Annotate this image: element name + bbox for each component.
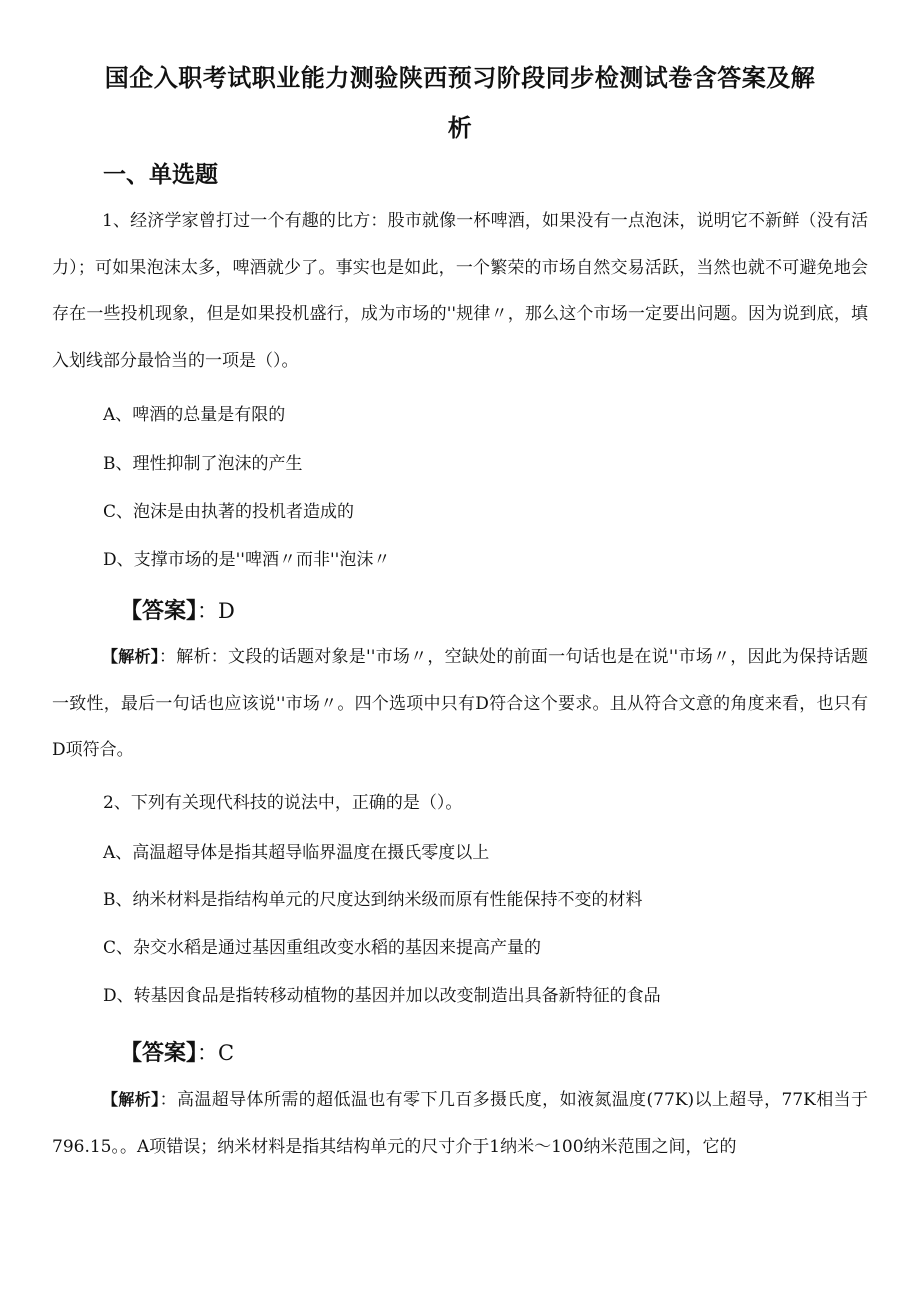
- answer-value: ：C: [197, 1041, 235, 1065]
- answer-value: ：D: [197, 599, 235, 623]
- question-2-option-d: D、转基因食品是指转移动植物的基因并加以改变制造出具备新特征的食品: [103, 986, 661, 1006]
- question-2-option-b: B、纳米材料是指结构单元的尺度达到纳米级而原有性能保持不变的材料: [103, 890, 643, 910]
- question-1-option-c: C、泡沫是由执著的投机者造成的: [103, 502, 355, 522]
- answer-label: 【答案】: [120, 599, 198, 624]
- question-1-explanation: [52, 634, 868, 774]
- question-2-option-c: C、杂交水稻是通过基因重组改变水稻的基因来提高产量的: [103, 938, 542, 958]
- question-2-option-a: A、高温超导体是指其超导临界温度在摄氏零度以上: [103, 843, 490, 863]
- document-title-continued: 析: [447, 114, 473, 142]
- answer-label: 【答案】: [120, 1041, 198, 1066]
- question-1-stem: 1、经济学家曾打过一个有趣的比方：股市就像一杯啤酒，如果没有一点泡沫，说明它不新鲜（没有活力）；可如果泡沫太多，啤酒就少了。事实也是如此，一个繁荣的市场自然交易活跃，当然也就不可避免地会存在一些投机现象，但是如果投机盛行，成为市场的''规律〃，那么这个市场一定要出问题。因为说到底，填入划线部分最恰当的一项是（）。: [52, 211, 868, 371]
- explanation-text: ：解析：文段的话题对象是''市场〃，空缺处的前面一句话也是在说''市场〃，因此为保持话题一致性，最后一句话也应该说''市场〃。四个选项中只有D符合这个要求。且从符合文意的角度来看，也只有D项符合。: [52, 647, 868, 760]
- question-1-answer: [120, 594, 235, 625]
- explanation-label: 【解析】: [102, 1090, 160, 1109]
- question-2-explanation: [52, 1077, 868, 1170]
- explanation-text: ：高温超导体所需的超低温也有零下几百多摄氏度，如液氮温度(77K)以上超导，77K相当于796.15。。A项错误；纳米材料是指其结构单元的尺寸介于1纳米～100纳米范围之间，它的: [52, 1090, 868, 1157]
- question-1-option-b: B、理性抑制了泡沫的产生: [103, 454, 303, 474]
- question-1-option-a: A、啤酒的总量是有限的: [103, 405, 286, 425]
- explanation-label: 【解析】: [102, 647, 160, 666]
- question-2-answer: [120, 1036, 234, 1067]
- section-heading: 一、单选题: [103, 162, 218, 188]
- document-title: 国企入职考试职业能力测验陕西预习阶段同步检测试卷含答案及解: [104, 64, 816, 92]
- question-2-stem: 2、下列有关现代科技的说法中，正确的是（）。: [103, 793, 463, 813]
- question-1-option-d: D、支撑市场的是''啤酒〃而非''泡沫〃: [103, 550, 391, 570]
